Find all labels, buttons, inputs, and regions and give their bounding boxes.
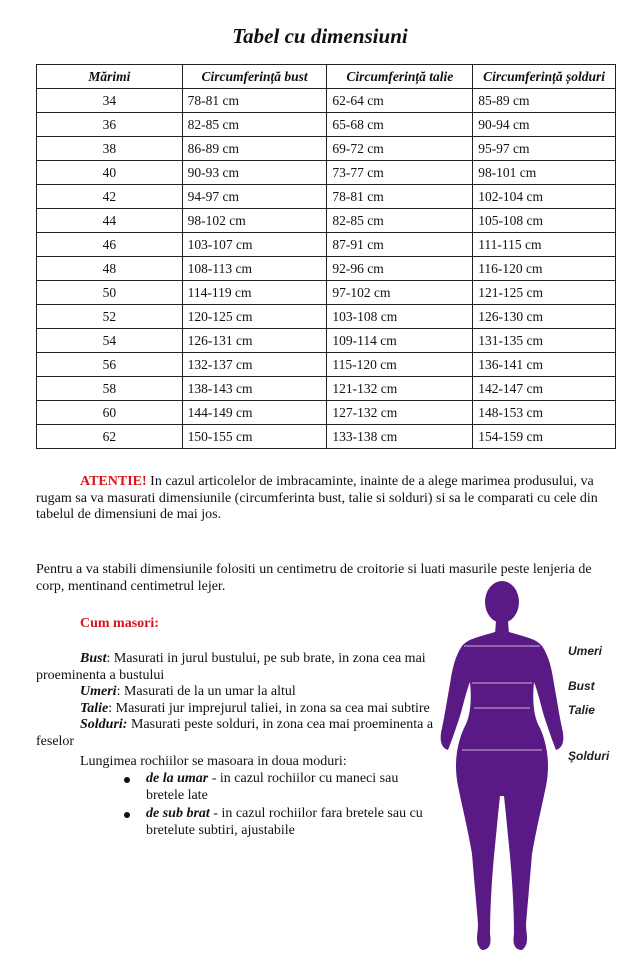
cell-waist: 78-81 cm: [327, 185, 473, 209]
cell-size: 54: [37, 329, 183, 353]
table-row: [37, 89, 616, 113]
table-row: [37, 209, 616, 233]
cell-bust: 114-119 cm: [182, 281, 327, 305]
table-row: [37, 281, 616, 305]
intro-line-2: corp, mentinand centimetrul lejer.: [36, 578, 226, 594]
table-row: [37, 233, 616, 257]
silhouette-body: [441, 581, 564, 950]
table-row: [37, 329, 616, 353]
cell-bust: 103-107 cm: [182, 233, 327, 257]
table-row: [37, 161, 616, 185]
bullet-dot: [124, 812, 130, 818]
table-row: [37, 425, 616, 449]
cell-size: 50: [37, 281, 183, 305]
warning-line-2: rugam sa va masurati dimensiunile (circumferinta bust, talie si solduri) si sa le comparati cu cele din: [36, 490, 598, 506]
cell-size: 56: [37, 353, 183, 377]
cell-hips: 131-135 cm: [473, 329, 616, 353]
cell-size: 62: [37, 425, 183, 449]
list-item-from-shoulder: [124, 771, 446, 804]
cell-bust: 98-102 cm: [182, 209, 327, 233]
measure-bust: [36, 651, 456, 684]
option1-line-1: - in cazul rochiilor cu maneci sau: [208, 771, 399, 786]
body-silhouette-figure: [438, 578, 568, 958]
cell-waist: 69-72 cm: [327, 137, 473, 161]
warning-paragraph: [36, 474, 620, 524]
cell-bust: 86-89 cm: [182, 137, 327, 161]
option2-line-2: bretelute subtiri, ajustabile: [146, 822, 295, 838]
warning-line-3: tabelul de dimensiuni de mai jos.: [36, 507, 222, 522]
cell-size: 44: [37, 209, 183, 233]
header-size: Mărimi: [37, 65, 183, 89]
cell-size: 58: [37, 377, 183, 401]
cell-waist: 65-68 cm: [327, 113, 473, 137]
cell-size: 42: [37, 185, 183, 209]
cell-hips: 111-115 cm: [473, 233, 616, 257]
cell-size: 48: [37, 257, 183, 281]
table-row: [37, 185, 616, 209]
cell-hips: 126-130 cm: [473, 305, 616, 329]
hips-term: Solduri:: [80, 717, 128, 732]
table-header-row: [37, 65, 616, 89]
cell-bust: 94-97 cm: [182, 185, 327, 209]
option1-line-2: bretele late: [146, 787, 208, 803]
measure-waist: [80, 701, 430, 718]
cell-hips: 105-108 cm: [473, 209, 616, 233]
cell-hips: 90-94 cm: [473, 113, 616, 137]
cell-bust: 126-131 cm: [182, 329, 327, 353]
cell-bust: 78-81 cm: [182, 89, 327, 113]
option1-term: de la umar: [146, 771, 209, 786]
cell-bust: 132-137 cm: [182, 353, 327, 377]
bust-term: Bust: [80, 651, 107, 666]
header-waist: Circumferință talie: [327, 65, 473, 89]
cell-hips: 95-97 cm: [473, 137, 616, 161]
table-row: [37, 257, 616, 281]
table-row: [37, 305, 616, 329]
label-bust: Bust: [568, 679, 595, 693]
cell-size: 52: [37, 305, 183, 329]
cell-hips: 102-104 cm: [473, 185, 616, 209]
size-table: [36, 64, 616, 449]
cell-size: 46: [37, 233, 183, 257]
list-item-under-arm: [124, 806, 446, 839]
option2-line-1: - in cazul rochiilor fara bretele sau cu: [209, 806, 423, 821]
cell-size: 36: [37, 113, 183, 137]
cell-hips: 116-120 cm: [473, 257, 616, 281]
label-hips: Şolduri: [568, 749, 610, 763]
header-bust: Circumferință bust: [182, 65, 327, 89]
cell-bust: 144-149 cm: [182, 401, 327, 425]
cell-waist: 92-96 cm: [327, 257, 473, 281]
cell-hips: 85-89 cm: [473, 89, 616, 113]
table-row: [37, 137, 616, 161]
option2-term: de sub brat: [146, 806, 210, 821]
intro-line-1: Pentru a va stabili dimensiunile folositi un centimetru de croitorie si luati masurile peste lenjeria de: [36, 562, 592, 577]
how-to-heading: Cum masori:: [80, 616, 159, 631]
cell-waist: 97-102 cm: [327, 281, 473, 305]
cell-bust: 108-113 cm: [182, 257, 327, 281]
cell-bust: 90-93 cm: [182, 161, 327, 185]
cell-hips: 121-125 cm: [473, 281, 616, 305]
bullet-dot: [124, 777, 130, 783]
hips-line-1: Masurati peste solduri, in zona cea mai proeminenta a: [127, 717, 434, 732]
warning-line-1: In cazul articolelor de imbracaminte, inainte de a alege marimea produsului, va: [146, 474, 594, 489]
cell-waist: 73-77 cm: [327, 161, 473, 185]
measure-shoulders: [80, 684, 296, 701]
cell-size: 38: [37, 137, 183, 161]
shoulders-term: Umeri: [80, 684, 117, 699]
cell-hips: 148-153 cm: [473, 401, 616, 425]
cell-waist: 133-138 cm: [327, 425, 473, 449]
cell-waist: 127-132 cm: [327, 401, 473, 425]
cell-size: 34: [37, 89, 183, 113]
waist-term: Talie: [80, 701, 109, 716]
cell-bust: 120-125 cm: [182, 305, 327, 329]
measure-hips: [36, 717, 456, 750]
table-body: [37, 89, 616, 449]
shoulders-text: : Masurati de la un umar la altul: [116, 684, 296, 699]
bust-line-2: proeminenta a bustului: [36, 667, 165, 683]
length-intro: Lungimea rochiilor se masoara in doua moduri:: [80, 754, 347, 769]
label-shoulders: Umeri: [568, 644, 603, 658]
warning-label: ATENTIE!: [80, 474, 147, 489]
cell-waist: 82-85 cm: [327, 209, 473, 233]
cell-waist: 103-108 cm: [327, 305, 473, 329]
header-hips: Circumferință șolduri: [473, 65, 616, 89]
cell-waist: 62-64 cm: [327, 89, 473, 113]
cell-hips: 142-147 cm: [473, 377, 616, 401]
waist-text: : Masurati jur imprejurul taliei, in zona sa cea mai subtire: [108, 701, 430, 716]
cell-bust: 138-143 cm: [182, 377, 327, 401]
cell-hips: 154-159 cm: [473, 425, 616, 449]
cell-waist: 87-91 cm: [327, 233, 473, 257]
page-title: Tabel cu dimensiuni: [232, 24, 408, 48]
table-row: [37, 401, 616, 425]
cell-size: 40: [37, 161, 183, 185]
cell-bust: 150-155 cm: [182, 425, 327, 449]
label-waist: Talie: [568, 703, 595, 717]
table-row: [37, 377, 616, 401]
cell-hips: 136-141 cm: [473, 353, 616, 377]
cell-hips: 98-101 cm: [473, 161, 616, 185]
table-row: [37, 113, 616, 137]
cell-bust: 82-85 cm: [182, 113, 327, 137]
cell-waist: 109-114 cm: [327, 329, 473, 353]
bust-line-1: : Masurati in jurul bustului, pe sub brate, in zona cea mai: [106, 651, 426, 666]
table-row: [37, 353, 616, 377]
cell-size: 60: [37, 401, 183, 425]
cell-waist: 121-132 cm: [327, 377, 473, 401]
hips-line-2: feselor: [36, 733, 75, 749]
cell-waist: 115-120 cm: [327, 353, 473, 377]
